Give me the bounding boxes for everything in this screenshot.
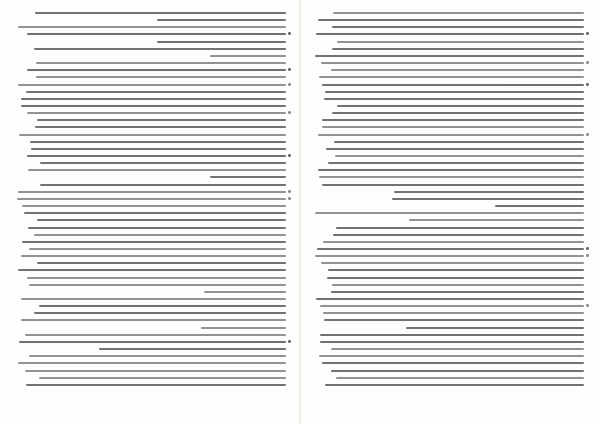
text-line — [99, 348, 286, 350]
text-line — [322, 126, 584, 128]
text-line — [157, 19, 286, 21]
text-line — [18, 26, 286, 28]
text-line — [332, 48, 584, 50]
text-line — [325, 384, 584, 386]
text-line — [40, 184, 286, 186]
text-line — [21, 319, 286, 321]
text-line — [326, 148, 584, 150]
text-line — [40, 162, 286, 164]
text-line — [21, 105, 286, 107]
text-line — [327, 277, 584, 279]
text-line — [18, 269, 286, 271]
text-line — [37, 262, 286, 264]
text-line — [316, 298, 584, 300]
text-line — [35, 12, 286, 14]
text-line — [29, 355, 286, 357]
text-line — [29, 248, 286, 250]
text-line — [18, 362, 286, 364]
text-line — [322, 362, 584, 364]
text-line — [336, 227, 584, 229]
text-line — [28, 227, 286, 229]
text-line — [315, 212, 584, 214]
text-line — [328, 269, 584, 271]
text-line — [17, 198, 286, 200]
text-line — [322, 119, 584, 121]
text-line — [25, 334, 286, 336]
text-line — [27, 112, 286, 114]
text-line — [320, 334, 584, 336]
text-line — [318, 169, 584, 171]
text-line — [18, 191, 286, 193]
text-line — [210, 55, 286, 57]
text-line — [29, 284, 286, 286]
text-line — [319, 355, 584, 357]
text-line — [19, 341, 286, 343]
text-line — [19, 134, 286, 136]
text-line — [28, 169, 286, 171]
text-line — [320, 305, 584, 307]
text-line — [409, 219, 584, 221]
text-line — [27, 69, 286, 71]
text-line — [321, 262, 584, 264]
text-line — [316, 33, 584, 35]
text-line — [337, 41, 584, 43]
text-line — [331, 348, 584, 350]
text-line — [37, 219, 286, 221]
text-line — [22, 205, 286, 207]
text-line — [332, 284, 584, 286]
text-line — [335, 155, 584, 157]
text-line — [332, 26, 584, 28]
text-line — [21, 98, 286, 100]
text-line — [210, 176, 286, 178]
text-line — [333, 234, 584, 236]
text-line — [27, 277, 286, 279]
text-line — [39, 305, 286, 307]
text-line — [334, 141, 584, 143]
text-line — [31, 148, 286, 150]
text-line — [319, 76, 584, 78]
text-line — [337, 105, 584, 107]
text-line — [333, 12, 584, 14]
book-gutter — [299, 0, 301, 424]
text-line — [322, 84, 584, 86]
text-line — [39, 377, 286, 379]
text-line — [336, 377, 584, 379]
text-line — [323, 312, 584, 314]
right-page — [312, 10, 584, 406]
text-line — [34, 234, 286, 236]
text-line — [495, 205, 584, 207]
text-line — [320, 341, 584, 343]
text-line — [25, 370, 286, 372]
text-line — [325, 91, 584, 93]
text-line — [36, 76, 286, 78]
text-line — [331, 69, 584, 71]
text-line — [37, 119, 286, 121]
text-line — [406, 327, 584, 329]
text-line — [21, 298, 286, 300]
text-line — [34, 48, 286, 50]
text-line — [331, 370, 584, 372]
text-line — [26, 91, 286, 93]
text-line — [24, 212, 286, 214]
text-line — [157, 41, 286, 43]
text-line — [324, 319, 584, 321]
text-line — [319, 176, 584, 178]
text-line — [35, 126, 286, 128]
text-line — [315, 55, 584, 57]
text-line — [392, 198, 584, 200]
text-line — [322, 184, 584, 186]
left-page — [14, 10, 286, 406]
text-line — [331, 291, 584, 293]
text-line — [22, 241, 286, 243]
text-line — [324, 98, 584, 100]
text-line — [318, 19, 584, 21]
text-line — [21, 255, 286, 257]
text-line — [317, 248, 584, 250]
text-line — [18, 84, 286, 86]
text-line — [332, 112, 584, 114]
text-line — [318, 134, 584, 136]
text-line — [323, 241, 584, 243]
text-line — [36, 62, 286, 64]
text-line — [315, 255, 584, 257]
text-line — [321, 62, 584, 64]
text-line — [34, 312, 286, 314]
text-line — [201, 327, 286, 329]
text-line — [328, 162, 584, 164]
text-line — [27, 33, 286, 35]
text-line — [26, 384, 286, 386]
text-line — [27, 155, 286, 157]
text-line — [204, 291, 286, 293]
text-line — [30, 141, 286, 143]
text-line — [394, 191, 584, 193]
